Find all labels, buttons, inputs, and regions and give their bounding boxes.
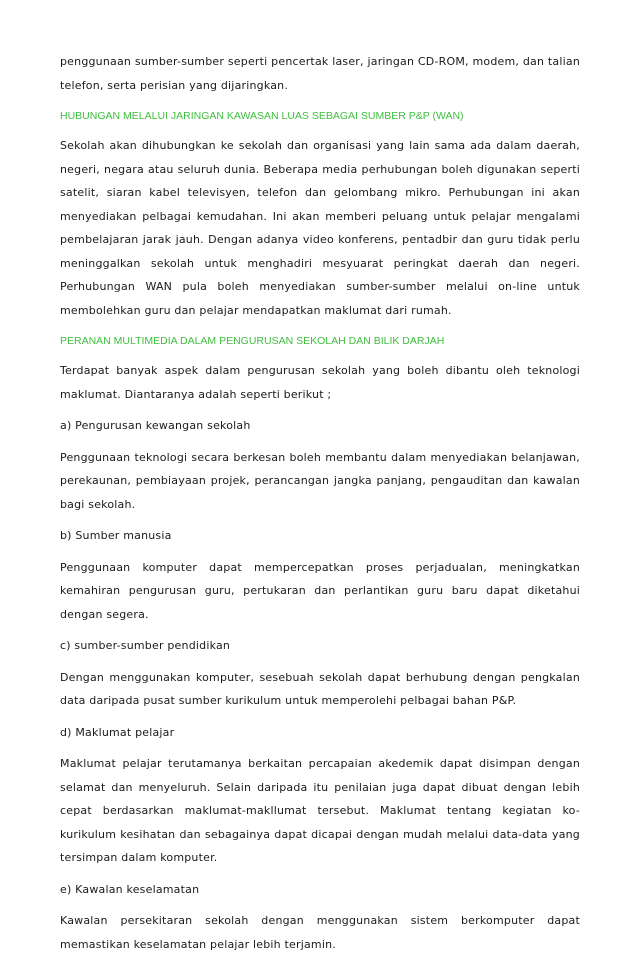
paragraph-sumber-manusia: Penggunaan komputer dapat mempercepatkan proses perjadualan, meningkatkan kemahiran pengurusan guru, pertukaran dan perlantikan guru baru dapat diketahui dengan segera. xyxy=(60,560,580,621)
paragraph-aspek: Terdapat banyak aspek dalam pengurusan sekolah yang boleh dibantu oleh teknologi maklumat. Diantaranya adalah seperti berikut ; xyxy=(60,364,580,401)
document-page xyxy=(60,50,580,956)
paragraph-kawalan-keselamatan: Kawalan persekitaran sekolah dengan menggunakan sistem berkomputer dapat memastikan keselamatan pelajar lebih terjamin. xyxy=(60,914,580,951)
subheading-kewangan: a) Pengurusan kewangan sekolah xyxy=(60,419,251,432)
subheading-sumber-pendidikan: c) sumber-sumber pendidikan xyxy=(60,639,231,652)
paragraph-sumber-pendidikan: Dengan menggunakan komputer, sesebuah sekolah dapat berhubung dengan pengkalan data daripada pusat sumber kurikulum untuk memperolehi pelbagai bahan P&P. xyxy=(60,670,580,707)
paragraph-intro-continued: penggunaan sumber-sumber seperti pencertak laser, jaringan CD-ROM, modem, dan talian telefon, serta perisian yang dijaringkan. xyxy=(60,55,580,92)
paragraph-maklumat-pelajar: Maklumat pelajar terutamanya berkaitan percapaian akedemik dapat disimpan dengan selamat dan menyeluruh. Selain daripada itu penilaian juga dapat dibuat dengan lebih cepat berdasarkan maklumat-makllumat tersebut. Maklumat tentang kegiatan ko-kurikulum kesihatan dan sebagainya dapat dicapai dengan mudah melalui data-data yang tersimpan dalam komputer. xyxy=(60,757,580,864)
heading-multimedia: PERANAN MULTIMEDIA DALAM PENGURUSAN SEKOLAH DAN BILIK DARJAH xyxy=(60,335,445,347)
subheading-kawalan-keselamatan: e) Kawalan keselamatan xyxy=(60,882,200,896)
paragraph-wan: Sekolah akan dihubungkan ke sekolah dan organisasi yang lain sama ada dalam daerah, negeri, negara atau seluruh dunia. Beberapa media perhubungan boleh digunakan seperti satelit, siaran kabel televisyen, telefon dan gelombang mikro. Perhubungan ini akan menyediakan pelbagai kemudahan. Ini akan memberi peluang untuk pelajar mengalami pembelajaran jarak jauh. Dengan adanya video konferens, pentadbir dan guru tidak perlu meninggalkan sekolah untuk menghadiri mesyuarat peringkat daerah dan negeri. Perhubungan WAN pula boleh menyediakan sumber-sumber melalui on-line untuk membolehkan guru dan pelajar mendapatkan maklumat dari rumah. xyxy=(60,139,580,317)
heading-wan: HUBUNGAN MELALUI JARINGAN KAWASAN LUAS SEBAGAI SUMBER P&P (WAN) xyxy=(60,110,464,122)
paragraph-kewangan: Penggunaan teknologi secara berkesan boleh membantu dalam menyediakan belanjawan, perekaunan, pembiayaan projek, perancangan jangka panjang, pengauditan dan kawalan bagi sekolah. xyxy=(60,450,580,511)
subheading-maklumat-pelajar: d) Maklumat pelajar xyxy=(60,725,175,739)
subheading-sumber-manusia: b) Sumber manusia xyxy=(60,529,172,542)
